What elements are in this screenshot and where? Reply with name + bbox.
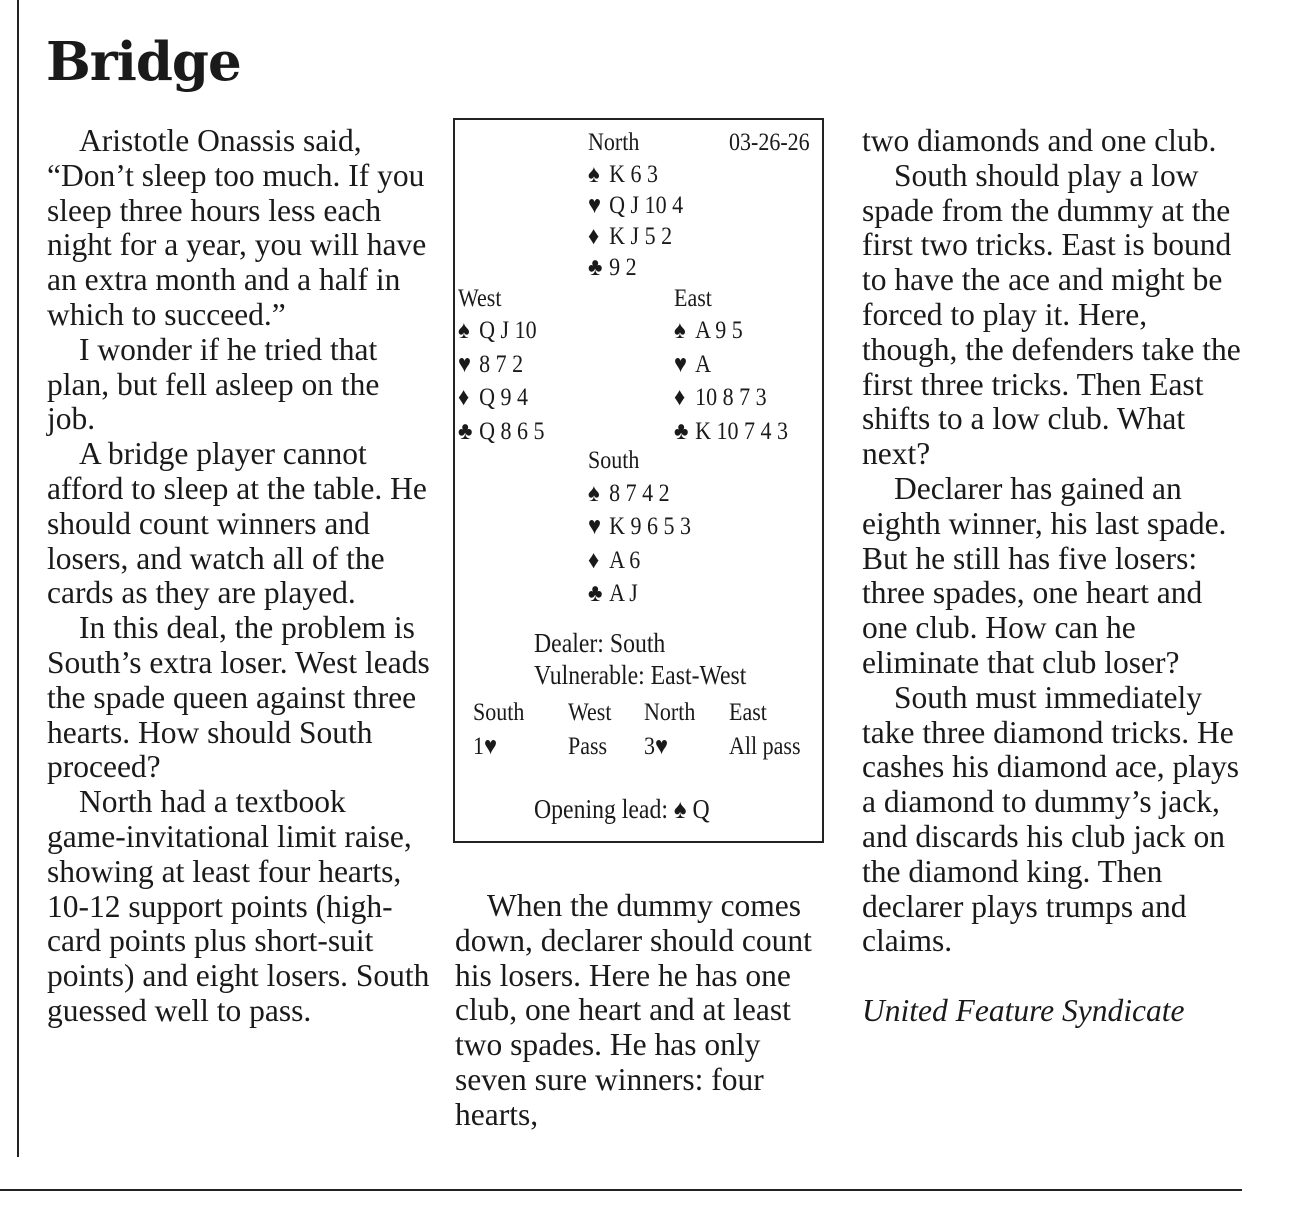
west-spades: ♠ Q J 10	[458, 317, 537, 344]
east-label: East	[674, 285, 712, 312]
paragraph: When the dummy comes down, declarer should count his losers. Here he has one club, one heart and at least two spades. He has only seven sure winners: four hearts,	[455, 888, 812, 1132]
paragraph: Declarer has gained an eighth winner, his last spade. But he still has five losers: three spades, one heart and one club. How can he eliminate that club loser?	[862, 470, 1227, 680]
diamond-icon: ♦	[674, 384, 686, 411]
heart-icon: ♥	[674, 351, 688, 378]
dealer-line: Dealer: South	[534, 628, 666, 658]
south-clubs: ♣ A J	[588, 580, 638, 607]
bidding-header-west: West	[568, 699, 612, 726]
paragraph: South must immediately take three diamond tricks. He cashes his diamond ace, plays a diamond to dummy’s jack, and discards his club jack on the diamond king. Then declarer plays trumps and claims.	[862, 679, 1240, 959]
paragraph: South should play a low spade from the dummy at the first two tricks. East is bound to have the ace and might be forced to play it. Here, though, the defenders take the first three tricks. Then East shifts to a low club. What next?	[862, 157, 1241, 472]
club-icon: ♣	[458, 418, 473, 445]
west-diamonds: ♦ Q 9 4	[458, 384, 529, 411]
club-icon: ♣	[588, 580, 603, 607]
diamond-icon: ♦	[588, 547, 600, 574]
page-title: Bridge	[46, 31, 241, 93]
north-spades: ♠ K 6 3	[588, 161, 659, 188]
paragraph-continuation: two diamonds and one club.	[862, 123, 1217, 158]
deal-date: 03-26-26	[729, 129, 810, 156]
column-rule-horizontal	[0, 1189, 1242, 1191]
north-clubs: ♣ 9 2	[588, 254, 637, 281]
west-clubs: ♣ Q 8 6 5	[458, 418, 545, 445]
article-column-3	[862, 124, 1247, 1029]
spade-icon: ♠	[588, 480, 600, 507]
spade-icon: ♠	[588, 161, 600, 188]
vulnerability-line: Vulnerable: East-West	[534, 660, 747, 690]
paragraph: North had a textbook game-invitational limit raise, showing at least four hearts, 10-12 support points (high-card points plus short-suit points) and eight losers. South guessed well to pass.	[47, 784, 430, 1028]
south-diamonds: ♦ A 6	[588, 547, 641, 574]
west-hearts: ♥ 8 7 2	[458, 351, 524, 378]
heart-icon: ♥	[588, 192, 602, 219]
north-label: North	[588, 129, 640, 156]
north-diamonds: ♦ K J 5 2	[588, 223, 673, 250]
club-icon: ♣	[674, 418, 689, 445]
bid-south: 1♥	[473, 733, 498, 760]
bidding-header-east: East	[729, 699, 767, 726]
opening-lead: Opening lead: ♠ Q	[534, 794, 710, 824]
bid-west: Pass	[568, 733, 608, 760]
north-hearts: ♥ Q J 10 4	[588, 192, 684, 219]
article-column-2	[455, 889, 820, 1133]
syndicate-credit: United Feature Syndicate	[862, 992, 1185, 1028]
paragraph: Aristotle Onassis said, “Don’t sleep too much. If you sleep three hours less each night for a year, you will have an extra month and a half in which to succeed.”	[47, 123, 427, 332]
paragraph: I wonder if he tried that plan, but fell asleep on the job.	[47, 331, 380, 437]
diamond-icon: ♦	[458, 384, 470, 411]
bidding-header-north: North	[644, 699, 696, 726]
column-rule-vertical	[17, 0, 19, 1157]
bid-east: All pass	[729, 733, 801, 760]
south-hearts: ♥ K 9 6 5 3	[588, 513, 692, 540]
south-spades: ♠ 8 7 4 2	[588, 480, 670, 507]
bid-north: 3♥	[644, 733, 669, 760]
club-icon: ♣	[588, 254, 603, 281]
paragraph: In this deal, the problem is South’s extra loser. West leads the spade queen against three hearts. How should South proceed?	[47, 610, 430, 785]
spade-icon: ♠	[458, 317, 470, 344]
heart-icon: ♥	[458, 351, 472, 378]
east-hearts: ♥ A	[674, 351, 712, 378]
east-clubs: ♣ K 10 7 4 3	[674, 418, 789, 445]
spade-icon: ♠	[674, 317, 686, 344]
east-spades: ♠ A 9 5	[674, 317, 743, 344]
article-column-1	[47, 124, 432, 1029]
east-diamonds: ♦ 10 8 7 3	[674, 384, 767, 411]
bidding-header-south: South	[473, 699, 525, 726]
bridge-hand-diagram	[453, 118, 824, 843]
west-label: West	[458, 285, 502, 312]
south-label: South	[588, 447, 640, 474]
heart-icon: ♥	[588, 513, 602, 540]
diamond-icon: ♦	[588, 223, 600, 250]
paragraph: A bridge player cannot afford to sleep at the table. He should count winners and losers, and watch all of the cards as they are played.	[47, 436, 427, 611]
